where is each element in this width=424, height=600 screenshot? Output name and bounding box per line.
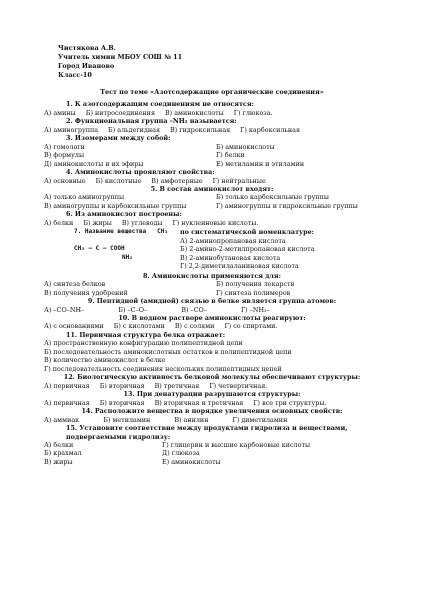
answer-option: А) гомологи	[44, 142, 85, 151]
question-6-options	[44, 219, 380, 227]
answer-option: Г) аминогруппы и гидроксильные группы	[216, 201, 358, 210]
answer-option: Г) со спиртами.	[224, 322, 278, 331]
question-1: 1. К азотсодержащим соединениям не относятся:	[66, 100, 254, 109]
answer-option: А) 2-аминопропановая кислота	[180, 236, 286, 245]
question-6: 6. Из аминокислот построены:	[66, 210, 182, 219]
answer-option: Г) –NH₂–	[240, 305, 270, 314]
answer-option: А) пространственную конфигурацию полипептидной цепи	[44, 339, 243, 348]
answer-option: Б) 2-амино-2-метилпропановая кислота	[180, 245, 315, 254]
answer-option: А) –CO–NH–	[44, 305, 85, 314]
question-8-options	[44, 280, 380, 297]
answer-option: Г) белки	[216, 151, 245, 160]
answer-option: Б) с кислотами	[113, 322, 165, 331]
question-3: 3. Изомерами между собой:	[66, 134, 171, 143]
answer-option: В) 2-аминобутановая кислота	[180, 253, 281, 262]
question-5-options	[44, 193, 380, 210]
answer-option: А) синтеза белков	[44, 280, 106, 289]
answer-option: Б) альдегидная	[108, 125, 160, 134]
question-12-options	[44, 382, 380, 390]
answer-option: Б) вторичная	[99, 398, 145, 407]
question-15: 15. Установите соответствие между продуктами гидролиза и веществами, подвергаемыми гидролизу:	[66, 424, 348, 441]
answer-option: А) белки	[44, 218, 74, 227]
answer-option: Е) аминокислоты	[162, 457, 221, 466]
question-1-options	[44, 109, 380, 117]
question-4-options	[44, 177, 380, 185]
answer-option: В) амфотерные	[151, 176, 203, 185]
answer-option: Б) кислотные	[95, 176, 142, 185]
test-title: Тест по теме «Азотсодержащие органические соединения»	[100, 88, 324, 96]
answer-option: Е) метиламин и этиламин	[216, 159, 305, 168]
question-13-options	[44, 399, 380, 407]
answer-option: Б) вторичная	[99, 381, 145, 390]
question-12: 12. Биологическую активность белковой молекулы обеспечивают структуры:	[63, 373, 361, 382]
answer-option: Б) последовательность аминокислотных остатков в полипептидной цепи	[44, 347, 292, 356]
formula-main: CH₃ – C – COOH	[74, 245, 125, 253]
answer-option: А) первичная	[44, 398, 90, 407]
answer-option: А) с основаниями	[44, 322, 104, 331]
answer-option: Б) аминокислоты	[216, 142, 275, 151]
answer-option: Г) синтеза полимеров	[216, 288, 291, 297]
author-school: Учитель химии МБОУ СОШ № 11	[58, 53, 183, 61]
answer-option: А) только аминогруппы	[44, 193, 125, 202]
question-7	[44, 228, 380, 271]
question-3-options	[44, 143, 380, 168]
question-2: 2. Функциональная группа –NH₂ называется:	[66, 117, 237, 126]
answer-option: В) углеводы	[121, 218, 163, 227]
answer-option: Б) получения лекарств	[216, 280, 295, 289]
answer-option: Б) –C–O–	[118, 305, 148, 314]
answer-option: Г) 2,2-диметилаланиновая кислота	[180, 262, 299, 271]
answer-option: В) вторичная и третичная	[154, 398, 244, 407]
answer-option: В) гидроксильная	[169, 125, 231, 134]
answer-option: А) аммиак	[44, 415, 80, 424]
question-7-text: 7. Название вещества	[74, 228, 147, 236]
answer-option: В) третичная	[154, 381, 200, 390]
answer-option: Б) нитросоединения	[85, 108, 155, 117]
answer-option: В) жиры	[44, 457, 73, 466]
author-city: Город Иваново	[58, 62, 115, 70]
answer-option: А) аминогруппа	[44, 125, 99, 134]
question-9: 9. Пептидной (амидной) связью в белке является группа атомов:	[87, 297, 337, 306]
question-14: 14. Расположите вещества в порядке увеличения основных свойств:	[81, 407, 343, 416]
answer-option: Г) диметиламин	[232, 415, 288, 424]
answer-option: Г) карбоксильная	[240, 125, 300, 134]
question-7-label: по систематической номенклатуре:	[180, 228, 315, 237]
question-11-options	[44, 339, 380, 373]
answer-option: Б) метиламин	[103, 415, 151, 424]
question-8: 8. Аминокислоты применяются для:	[142, 271, 282, 280]
answer-option: А) амины	[44, 108, 76, 117]
structural-formula	[44, 228, 174, 271]
answer-option: В) количество аминокислот в белке	[44, 356, 166, 365]
answer-option: В) аминогруппы и карбоксильные группы	[44, 201, 187, 210]
answer-option: Б) жиры	[83, 218, 112, 227]
question-2-options	[44, 126, 380, 134]
author-name: Чистякова А.В.	[58, 44, 116, 52]
answer-option: В) формулы	[44, 151, 85, 160]
answer-option: Г) нуклеиновые кислоты.	[172, 218, 259, 227]
answer-option: Г) все три структуры.	[253, 398, 327, 407]
answer-option: Д) глюкоза	[162, 449, 200, 458]
answer-option: В) получения удобрений	[44, 288, 128, 297]
author-header	[58, 44, 380, 80]
question-14-options	[44, 416, 380, 424]
question-5: 5. В состав аминокислот входят:	[150, 184, 274, 193]
answer-option: Б) только карбоксильные группы	[216, 193, 329, 202]
answer-option: Г) глюкоза.	[233, 108, 273, 117]
question-10-options	[44, 322, 380, 330]
formula-bottom: NH₂	[122, 253, 133, 261]
answer-option: А) первичная	[44, 381, 90, 390]
question-15-options	[44, 441, 380, 466]
answer-option: Б) крахмал	[44, 449, 82, 458]
question-9-options	[44, 306, 380, 314]
formula-top: CH₃	[157, 228, 168, 236]
answer-option: Г) нейтральные	[212, 176, 266, 185]
answer-option: В) анилин	[174, 415, 209, 424]
answer-option: А) белки	[44, 441, 74, 449]
answer-option: А) основные	[44, 176, 86, 185]
question-7-options	[180, 228, 380, 271]
answer-option: В) аминокислоты	[164, 108, 224, 117]
author-grade: Класс-10	[58, 71, 92, 79]
answer-option: В) с солями	[174, 322, 215, 331]
answer-option: Г) последовательность соединения нескольких полипептидных цепей	[44, 364, 282, 373]
answer-option: Г) глицерин и высшие карбоновые кислоты	[162, 441, 311, 449]
answer-option: Г) четвертичная.	[209, 381, 268, 390]
question-10: 10. В водном растворе аминокислоты реагируют:	[118, 314, 306, 323]
question-11: 11. Первичная структура белка отражает:	[66, 330, 226, 339]
answer-option: Д) аминокислоты и их эфиры	[44, 159, 144, 168]
question-4: 4. Аминокислоты проявляют свойства:	[66, 168, 215, 177]
answer-option: В) –CO–	[181, 305, 207, 314]
question-13: 13. При денатурации разрушаются структуры:	[123, 390, 301, 399]
